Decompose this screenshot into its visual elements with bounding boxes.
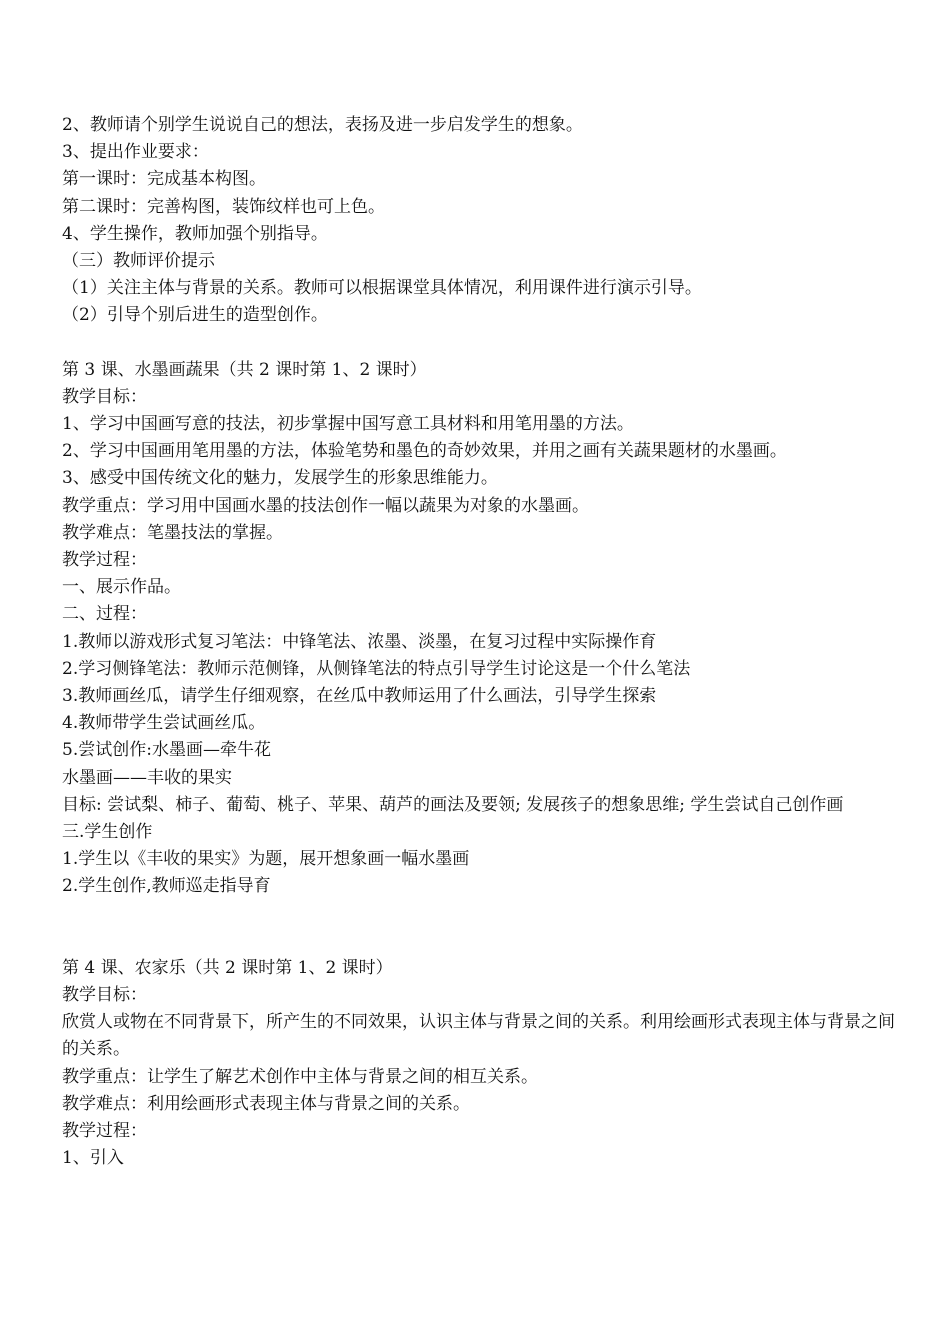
text-line: 三.学生创作 (62, 822, 153, 843)
text-line: 1.学生以《丰收的果实》为题，展开想象画一幅水墨画 (62, 849, 470, 870)
text-line: 欣赏人或物在不同背景下，所产生的不同效果，认识主体与背景之间的关系。利用绘画形式表现主体与背景之间的关系。 (62, 1012, 895, 1060)
text-line: 1.教师以游戏形式复习笔法：中锋笔法、浓墨、淡墨，在复习过程中实际操作育 (62, 631, 657, 652)
text-line: 教学目标： (62, 984, 147, 1005)
lesson-title: 第 4 课、农家乐（共 2 课时第 1、2 课时） (62, 957, 393, 978)
lesson-title: 第 3 课、水墨画蔬果（共 2 课时第 1、2 课时） (62, 359, 427, 380)
text-line: 4、学生操作，教师加强个别指导。 (62, 223, 328, 244)
document-page (62, 112, 898, 1172)
text-line: 教学目标： (62, 386, 147, 407)
text-line: 2、学习中国画用笔用墨的方法，体验笔势和墨色的奇妙效果，并用之画有关蔬果题材的水墨画。 (62, 441, 787, 462)
text-line: （2）引导个别后进生的造型创作。 (62, 305, 328, 326)
text-line: 3.教师画丝瓜，请学生仔细观察，在丝瓜中教师运用了什么画法，引导学生探索 (62, 686, 657, 707)
text-line: 二、过程： (62, 604, 147, 625)
text-line: 教学过程： (62, 1120, 147, 1141)
text-line: 教学过程： (62, 550, 147, 571)
text-line: 3、感受中国传统文化的魅力，发展学生的形象思维能力。 (62, 468, 498, 489)
text-line: 目标: 尝试梨、柿子、葡萄、桃子、苹果、葫芦的画法及要领; 发展孩子的想象思维; 学生尝试自己创作画 (62, 794, 844, 815)
text-line: 教学重点：让学生了解艺术创作中主体与背景之间的相互关系。 (62, 1066, 538, 1087)
blank-line (62, 901, 898, 955)
text-line: 1、引入 (62, 1148, 124, 1169)
blank-line (62, 330, 898, 357)
text-line: 1、学习中国画写意的技法，初步掌握中国写意工具材料和用笔用墨的方法。 (62, 414, 634, 435)
text-line: 教学重点：学习用中国画水墨的技法创作一幅以蔬果为对象的水墨画。 (62, 495, 589, 516)
text-line: 第二课时：完善构图，装饰纹样也可上色。 (62, 196, 385, 217)
text-line: 2.学习侧锋笔法：教师示范侧锋，从侧锋笔法的特点引导学生讨论这是一个什么笔法 (62, 658, 691, 679)
text-line: 一、展示作品。 (62, 577, 181, 598)
text-line: 2、教师请个别学生说说自己的想法，表扬及进一步启发学生的想象。 (62, 115, 583, 135)
text-line: 3、提出作业要求： (62, 142, 209, 163)
text-line: 4.教师带学生尝试画丝瓜。 (62, 713, 266, 734)
text-line: （三）教师评价提示 (62, 251, 215, 272)
text-line: 2.学生创作,教师巡走指导育 (62, 876, 271, 897)
text-line: 5.尝试创作:水墨画—牵牛花 (62, 740, 271, 761)
text-line: 教学难点：笔墨技法的掌握。 (62, 522, 283, 543)
text-line: 第一课时：完成基本构图。 (62, 169, 266, 190)
text-line: （1）关注主体与背景的关系。教师可以根据课堂具体情况，利用课件进行演示引导。 (62, 278, 702, 299)
text-line: 教学难点：利用绘画形式表现主体与背景之间的关系。 (62, 1093, 470, 1114)
text-line: 水墨画——丰收的果实 (62, 767, 232, 788)
